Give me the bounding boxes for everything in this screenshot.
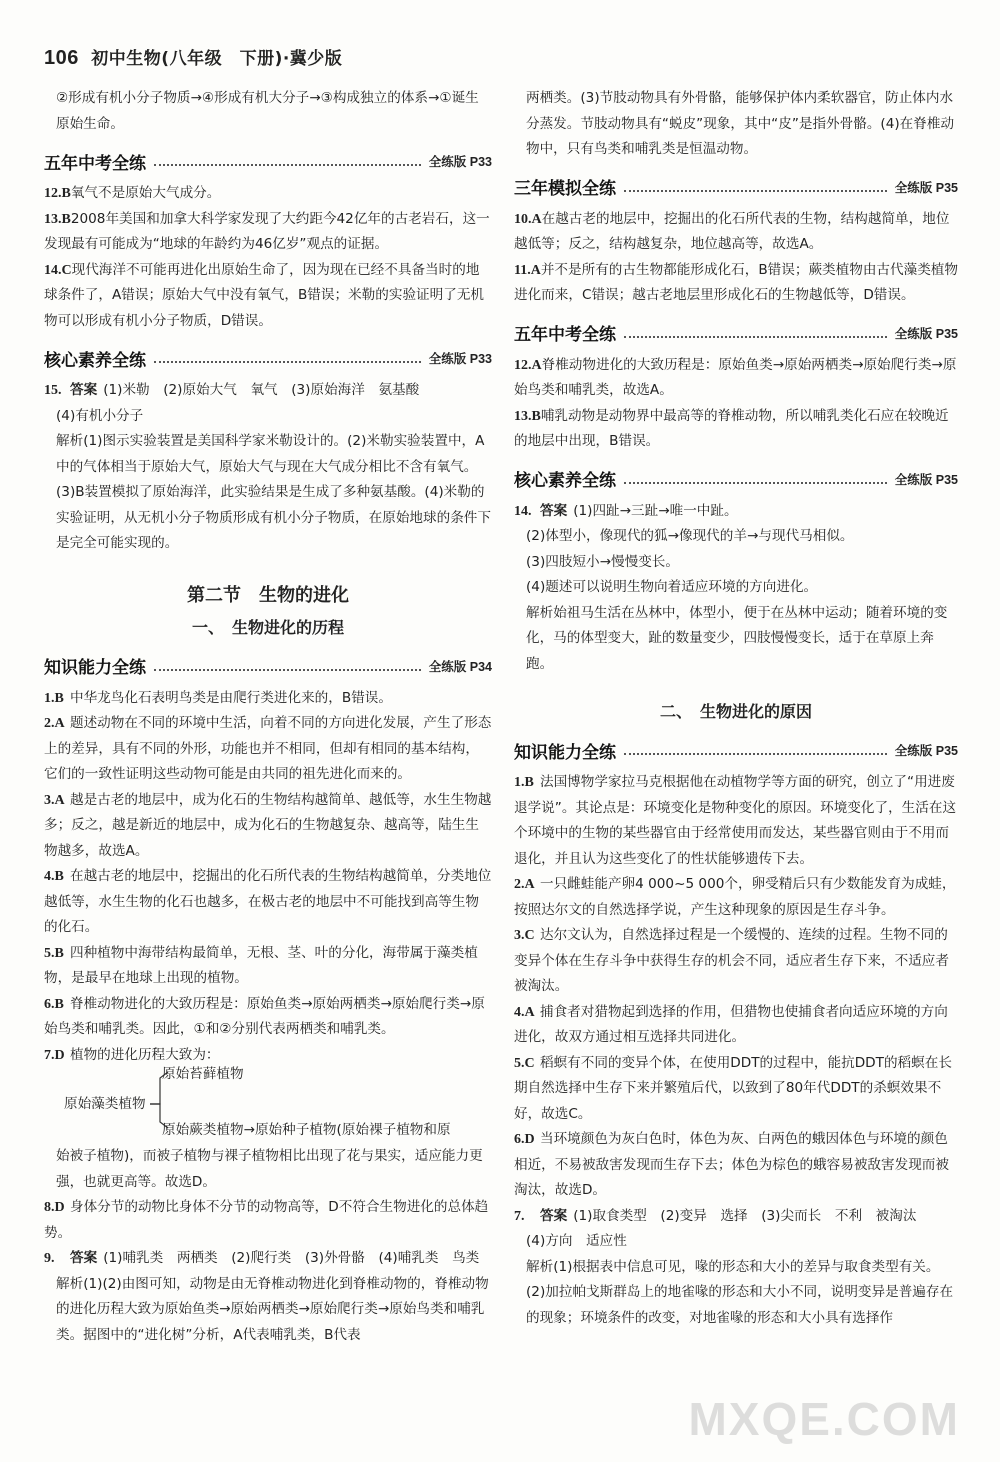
- tree-root: 原始藻类植物: [64, 1096, 146, 1112]
- section-title: 知识能力全练: [514, 742, 616, 763]
- question-number: 3.A: [44, 792, 65, 808]
- section-ref: 全练版 P35: [894, 180, 958, 195]
- question-number: 10.A: [514, 211, 542, 227]
- explanation-text: 始祖马生活在丛林中，体型小，便于在丛林中运动；随着环境的变化，马的体型变大，趾的数量变少，四肢慢慢变长，适于在草原上奔跑。: [526, 604, 948, 672]
- answer-item: [514, 872, 958, 923]
- answer-list: [514, 770, 958, 1204]
- question-number: 7.D: [44, 1047, 65, 1063]
- answer-text: 稻螟有不同的变异个体，在使用DDT的过程中，能抗DDT的稻螟在长期自然选择中生存下来并繁殖后代，以致到了80年代DDT的杀螟效果不好，故选C。: [514, 1054, 952, 1122]
- section-ref: 全练版 P33: [428, 155, 492, 169]
- dotted-leader: [624, 482, 887, 484]
- answer-item: [44, 711, 492, 788]
- answer-item: [514, 207, 958, 258]
- question-number: 12.A: [514, 357, 542, 373]
- page-header: [44, 44, 342, 70]
- answer-text: (2)体型小，像现代的狐→像现代的羊→与现代马相似。: [526, 528, 854, 544]
- answer-tag: 答案: [70, 382, 98, 398]
- answer-text: 脊椎动物进化的大致历程是：原始鱼类→原始两栖类→原始爬行类→原始鸟类和哺乳类，故选A。: [514, 356, 957, 398]
- section-title: 五年中考全练: [44, 153, 146, 174]
- answer-item: [44, 181, 492, 207]
- question-number: 3.C: [514, 928, 535, 943]
- watermark-logo: MXQE.COM: [688, 1393, 960, 1445]
- subsection-title: 二、 生物进化的原因: [659, 702, 812, 721]
- answer-text: 一只雌蛙能产卵4 000~5 000个，卵受精后只有少数能发育为成蛙，按照达尔文的自然选择学说，产生这种现象的原因是生存斗争。: [514, 876, 956, 918]
- answer-list: [44, 181, 492, 334]
- right-column: [514, 86, 958, 1331]
- answer-text: 哺乳动物是动物界中最高等的脊椎动物，所以哺乳类化石应在较晚近的地层中出现，B错误。: [514, 407, 949, 449]
- question-number: 12.B: [44, 186, 71, 201]
- answer-item: [44, 378, 492, 404]
- question-number: 2.A: [514, 877, 535, 892]
- answer-text: 越是古老的地层中，成为化石的生物结构越简单、越低等，水生生物越多；反之，越是新近的地层中，成为化石的生物越复杂、越高等，陆生生物越多，故选A。: [44, 791, 492, 859]
- answer-text: (4)有机小分子: [56, 407, 144, 424]
- explanation: [514, 1255, 958, 1332]
- explanation: [514, 601, 958, 678]
- explanation-text: (1)图示实验装置是美国科学家米勒设计的。(2)米勒实验装置中，A中的气体相当于原始大气，原始大气与现在大气成分相比不含有氧气。(3)B装置模拟了原始海洋，此实验结果是生成了多种氨基酸。(4)米勒的实验证明，从无机小分子物质形成有机小分子物质，在原始地球的条件下是完全可能实现的。: [56, 433, 491, 551]
- answer-text: 达尔文认为，自然选择过程是一个缓慢的、连续的过程。生物不同的变异个体在生存斗争中获得生存的机会不同，适应者生存下来，不适应者被淘汰。: [514, 927, 949, 994]
- chapter-title: 第二节 生物的进化: [187, 584, 349, 606]
- question-number: 1.B: [514, 775, 534, 790]
- answer-text: 在越古老的地层中，挖掘出的化石所代表的生物，结构越简单，地位越低等；反之，结构越复杂，地位越高等，故选A。: [514, 210, 950, 252]
- section-title: 五年中考全练: [514, 325, 616, 345]
- answer-text: 脊椎动物进化的大致历程是：原始鱼类→原始两栖类→原始爬行类→原始鸟类和哺乳类。因此，①和②分别代表两栖类和哺乳类。: [44, 995, 485, 1037]
- answer-text: 身体分节的动物比身体不分节的动物高等，D不符合生物进化的总体趋势。: [44, 1199, 489, 1241]
- question-number: 9.: [44, 1251, 55, 1266]
- explanation: [44, 1272, 492, 1349]
- answer-text: 在越古老的地层中，挖掘出的化石所代表的生物结构越简单，分类地位越低等，水生生物的化石也越多，在极古老的地层中不可能找到高等生物的化石。: [44, 868, 492, 935]
- answer-item: [44, 1043, 492, 1069]
- subsection-title: 一、 生物进化的历程: [191, 617, 344, 637]
- answer-text: 当环境颜色为灰白色时，体色为灰、白两色的蛾因体色与环境的颜色相近，不易被敌害发现而生存下去；体色为棕色的蛾容易被敌害发现而被淘汰，故选D。: [514, 1131, 949, 1198]
- answer-item: [514, 923, 958, 1000]
- question-number: 5.B: [44, 945, 64, 961]
- question-number: 15.: [44, 383, 62, 398]
- answer-text: 法国博物学家拉马克根据他在动植物学等方面的研究，创立了“用进废退学说”。其论点是：环境变化是物种变化的原因。环境变化了，生活在这个环境中的生物的某些器官由于经常使用而发达，某些器官则由于不用而退化，并且认为这些变化了的性状能够遗传下去。: [514, 774, 957, 867]
- answer-text: 捕食者对猎物起到选择的作用，但猎物也使捕食者向适应环境的方向进化，故双方通过相互选择共同进化。: [514, 1003, 948, 1045]
- answer-text: (1)米勒 (2)原始大气 氧气 (3)原始海洋 氨基酸: [103, 382, 420, 398]
- answer-item: [44, 1246, 492, 1272]
- section-header: [44, 652, 492, 680]
- answer-text: 题述动物在不同的环境中生活，向着不同的方向进化发展，产生了形态上的差异，具有不同的外形，功能也并不相同，但却有相同的基本结构，它们的一致性证明这些动物可能是由共同的祖先进化而来的。: [44, 715, 492, 782]
- section-header: [514, 465, 958, 493]
- explanation-tag: 解析: [526, 1258, 554, 1275]
- explanation: [44, 429, 492, 557]
- section-header: [514, 173, 958, 201]
- explanation-tag: 解析: [526, 604, 554, 621]
- explanation-text: (1)根据表中信息可见，喙的形态和大小的差异与取食类型有关。(2)加拉帕戈斯群岛上的地雀喙的形态和大小不同，说明变异是普遍存在的现象；环境条件的改变，对地雀喙的形态和大小具有选择作: [526, 1258, 954, 1326]
- explanation-tag: 解析: [56, 1275, 84, 1292]
- question-number: 7.: [514, 1208, 525, 1224]
- answer-item: [44, 686, 492, 712]
- intro-text: ②形成有机小分子物质→④形成有机大分子→③构成独立的体系→①诞生原始生命。: [56, 90, 479, 132]
- question-number: 6.B: [44, 996, 64, 1012]
- answer-text: 2008年美国和加拿大科学家发现了大约距今42亿年的古老岩石，这一发现最有可能成为“地球的年龄约为46亿岁”观点的证据。: [44, 210, 490, 252]
- answer-item: [44, 1195, 492, 1246]
- section-header: [514, 736, 958, 764]
- section-ref: 全练版 P35: [894, 744, 958, 758]
- dotted-leader: [624, 190, 887, 192]
- section-header: [514, 319, 958, 347]
- question-number: 4.A: [514, 1004, 535, 1020]
- left-column: [44, 86, 492, 1348]
- section-header: [44, 147, 492, 175]
- answer-item: [44, 207, 492, 258]
- section-title: 核心素养全练: [514, 471, 616, 491]
- answer-text: (4)方向 适应性: [526, 1233, 627, 1249]
- dotted-leader: [154, 361, 421, 363]
- question-number: 13.B: [44, 211, 71, 227]
- intro-text: 两栖类。(3)节肢动物具有外骨骼，能够保护体内柔软器官，防止体内水分蒸发。节肢动物具有“蜕皮”现象，其中“皮”是指外骨骼。(4)在脊椎动物中，只有鸟类和哺乳类是恒温动物。: [526, 90, 955, 157]
- question-number: 6.D: [514, 1132, 535, 1147]
- answer-text: (3)四肢短小→慢慢变长。: [526, 553, 679, 570]
- plant-evolution-diagram: [44, 1066, 492, 1138]
- answer-list: [514, 353, 958, 455]
- dotted-leader: [624, 336, 887, 338]
- section-title: 核心素养全练: [44, 350, 146, 371]
- question-number: 14.C: [44, 262, 72, 278]
- page-number: 106: [44, 47, 79, 69]
- answer-text: 并不是所有的古生物都能形成化石，B错误；蕨类植物由古代藻类植物进化而来，C错误；越古老地层里形成化石的生物越低等，D错误。: [514, 261, 958, 303]
- answer-text: (1)取食类型 (2)变异 选择 (3)尖而长 不利 被淘汰: [573, 1207, 917, 1224]
- dotted-leader: [154, 669, 421, 671]
- section-title: 三年模拟全练: [514, 179, 616, 199]
- explanation-tag: 解析: [56, 433, 84, 449]
- answer-text: (4)题述可以说明生物向着适应环境的方向进化。: [526, 579, 818, 595]
- question-number: 5.C: [514, 1055, 535, 1071]
- tree-node: 原始苔藓植物: [162, 1066, 244, 1082]
- answer-item: [514, 770, 958, 872]
- answer-text: 四种植物中海带结构最简单，无根、茎、叶的分化，海带属于藻类植物，是最早在地球上出现的植物。: [44, 944, 478, 986]
- answer-text: 氧气不是原始大气成分。: [70, 185, 221, 201]
- question-number: 1.B: [44, 690, 64, 706]
- answer-tag: 答案: [70, 1250, 98, 1266]
- answer-item: [514, 1000, 958, 1051]
- question-number: 2.A: [44, 716, 65, 731]
- book-title: 初中生物(八年级 下册)·冀少版: [91, 49, 343, 69]
- question-number: 14.: [514, 503, 532, 519]
- answer-text: (1)哺乳类 两栖类 (2)爬行类 (3)外骨骼 (4)哺乳类 鸟类: [103, 1250, 480, 1266]
- answer-item: [514, 1051, 958, 1128]
- answer-item: [514, 1127, 958, 1204]
- answer-text: 中华龙鸟化石表明鸟类是由爬行类进化来的，B错误。: [70, 689, 392, 706]
- answer-list: [514, 207, 958, 309]
- answer-list: [44, 1195, 492, 1246]
- answer-item: [44, 258, 492, 335]
- answer-tag: 答案: [540, 1207, 568, 1224]
- answer-item: [514, 404, 958, 455]
- dotted-leader: [154, 164, 421, 166]
- answer-item: [44, 941, 492, 992]
- answer-text: 植物的进化历程大致为：: [70, 1046, 220, 1063]
- dotted-leader: [624, 753, 887, 755]
- section-ref: 全练版 P35: [894, 326, 958, 341]
- answer-item: [514, 353, 958, 404]
- question-number: 4.B: [44, 869, 64, 884]
- tree-node: 原始蕨类植物→原始种子植物(原始裸子植物和原: [162, 1122, 451, 1138]
- section-ref: 全练版 P33: [428, 352, 492, 366]
- answer-item: [514, 499, 958, 525]
- answer-text: 始被子植物)，而被子植物与裸子植物相比出现了花与果实，适应能力更强，也就更高等。故选D。: [56, 1148, 483, 1190]
- section-title: 知识能力全练: [44, 658, 146, 678]
- answer-text: (1)四趾→三趾→唯一中趾。: [573, 502, 738, 519]
- section-ref: 全练版 P35: [894, 472, 958, 487]
- answer-item: [44, 864, 492, 941]
- question-number: 11.A: [514, 262, 541, 278]
- section-ref: 全练版 P34: [428, 659, 492, 674]
- answer-item: [514, 1204, 958, 1230]
- explanation-text: (1)(2)由图可知，动物是由无脊椎动物进化到脊椎动物的，脊椎动物的进化历程大致为原始鱼类→原始两栖类→原始爬行类→原始鸟类和哺乳类。据图中的“进化树”分析，A代表哺乳类，B代表: [56, 1275, 489, 1343]
- question-number: 13.B: [514, 408, 541, 424]
- answer-list: [44, 686, 492, 1069]
- answer-item: [514, 258, 958, 309]
- answer-item: [44, 788, 492, 865]
- section-header: [44, 344, 492, 372]
- answer-tag: 答案: [540, 502, 568, 519]
- question-number: 8.D: [44, 1200, 65, 1215]
- answer-text: 现代海洋不可能再进化出原始生命了，因为现在已经不具备当时的地球条件了，A错误；原始大气中没有氧气，B错误；米勒的实验证明了无机物可以形成有机小分子物质，D错误。: [44, 261, 485, 329]
- answer-item: [44, 992, 492, 1043]
